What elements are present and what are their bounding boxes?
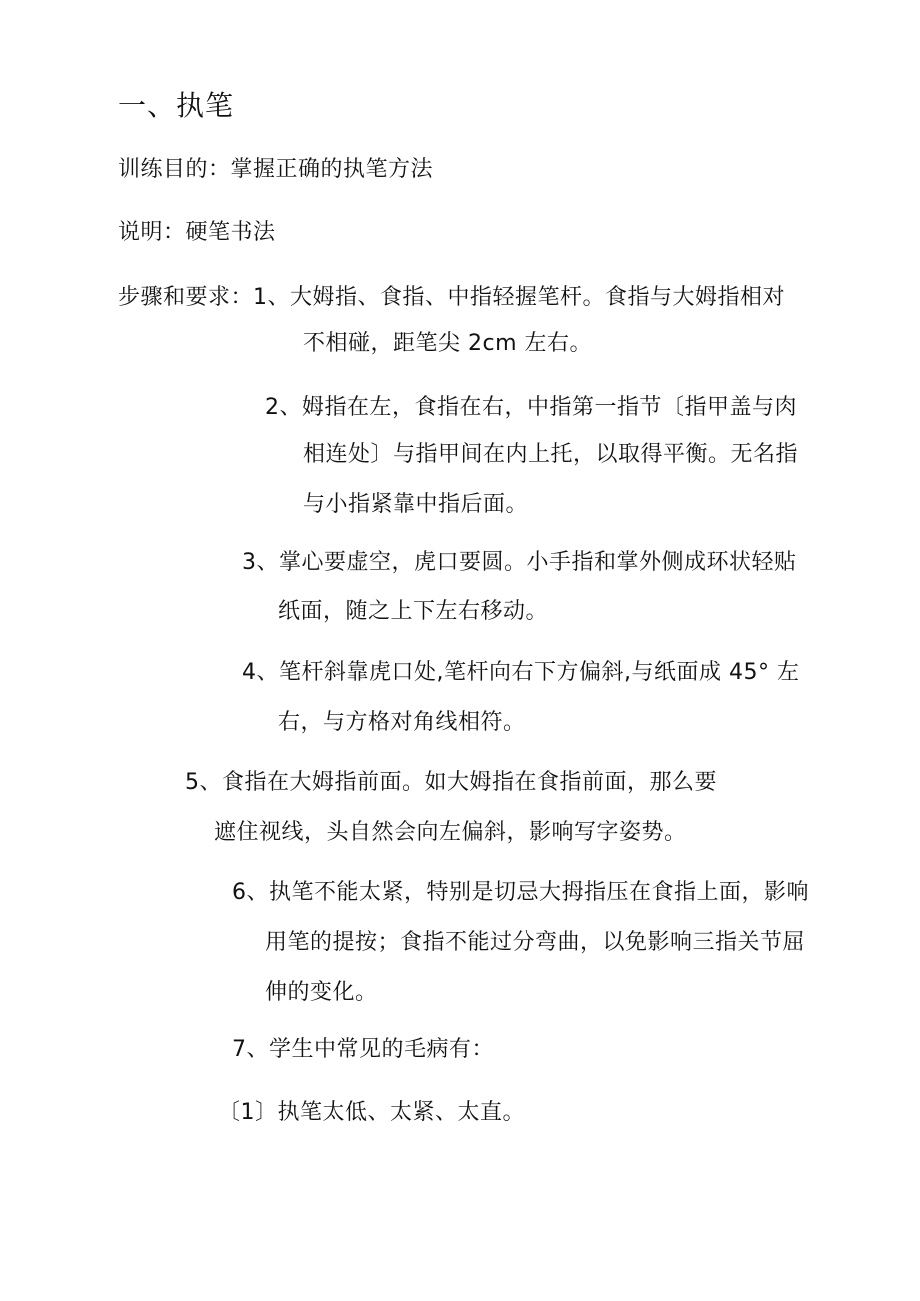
step-2-line-3: 与小指紧靠中指后面。 bbox=[303, 492, 529, 517]
step-4-line-2: 右，与方格对角线相符。 bbox=[278, 710, 526, 735]
step-1-line-1: 步骤和要求：1、大姆指、食指、中指轻握笔杆。食指与大姆指相对 bbox=[118, 285, 785, 310]
section-title: 一、执笔 bbox=[118, 89, 235, 122]
description-note: 说明：硬笔书法 bbox=[118, 220, 276, 245]
step-6-line-1: 6、执笔不能太紧，特别是切忌大拇指压在食指上面，影响 bbox=[232, 880, 809, 905]
step-7-line-1: 7、学生中常见的毛病有： bbox=[232, 1037, 494, 1062]
step-3-line-2: 纸面，随之上下左右移动。 bbox=[278, 599, 549, 624]
step-5-line-1: 5、食指在大姆指前面。如大姆指在食指前面，那么要 bbox=[185, 770, 717, 795]
step-5-line-2: 遮住视线，头自然会向左偏斜，影响写字姿势。 bbox=[214, 820, 687, 845]
step-2-line-1: 2、姆指在左，食指在右，中指第一指节〔指甲盖与肉 bbox=[265, 395, 797, 420]
step-2-line-2: 相连处〕与指甲间在内上托，以取得平衡。无名指 bbox=[303, 442, 799, 467]
step-6-line-3: 伸的变化。 bbox=[265, 980, 378, 1005]
step-7-sub-item-1: 〔1〕执笔太低、太紧、太直。 bbox=[218, 1100, 525, 1125]
training-purpose: 训练目的：掌握正确的执笔方法 bbox=[118, 157, 434, 182]
step-6-line-2: 用笔的提按；食指不能过分弯曲，以免影响三指关节屈 bbox=[265, 930, 806, 955]
step-1-line-2: 不相碰，距笔尖 2cm 左右。 bbox=[303, 331, 593, 356]
step-4-line-1: 4、笔杆斜靠虎口处,笔杆向右下方偏斜,与纸面成 45° 左 bbox=[242, 660, 800, 685]
step-3-line-1: 3、掌心要虚空，虎口要圆。小手指和掌外侧成环状轻贴 bbox=[242, 550, 797, 575]
